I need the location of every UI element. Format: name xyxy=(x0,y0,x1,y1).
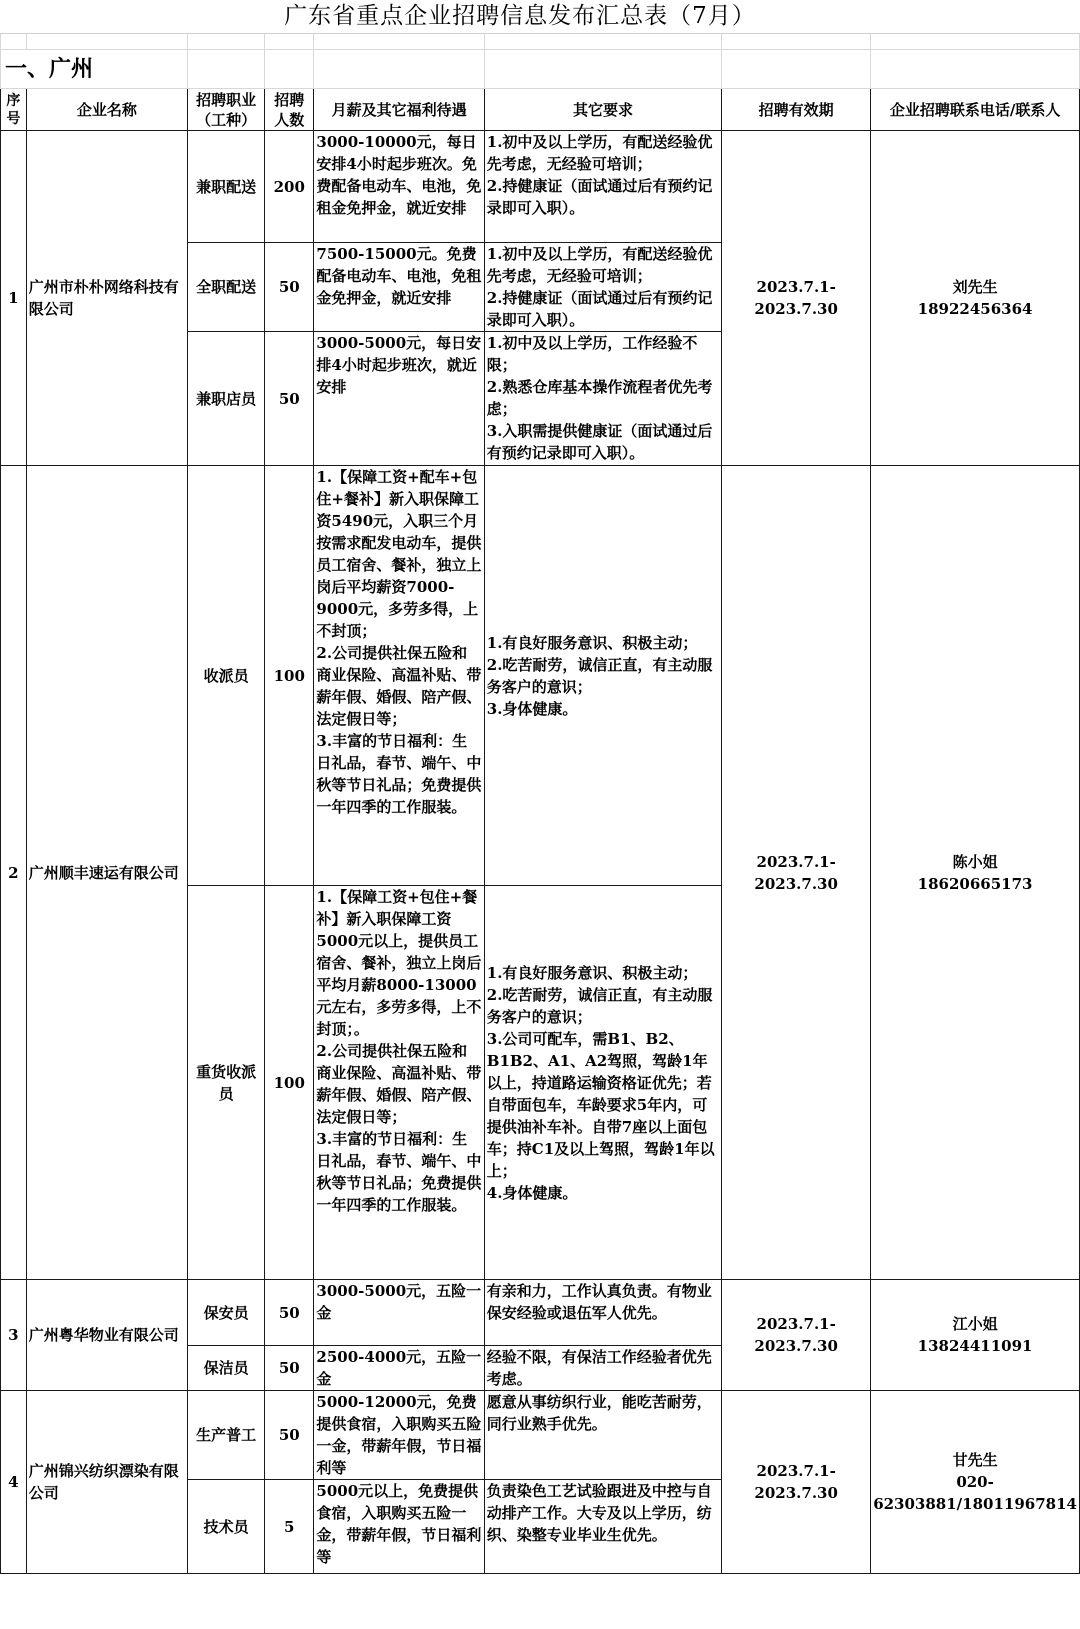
header-count: 招聘人数 xyxy=(265,89,314,131)
job-title: 兼职店员 xyxy=(188,332,265,466)
valid-period: 2023.7.1-2023.7.30 xyxy=(722,131,871,466)
valid-period: 2023.7.1-2023.7.30 xyxy=(722,1391,871,1574)
job-count: 100 xyxy=(265,886,314,1280)
job-count: 50 xyxy=(265,1346,314,1391)
company-name: 广州市朴朴网络科技有限公司 xyxy=(26,131,188,466)
contact-name: 陈小姐 xyxy=(952,852,998,871)
header-contact: 企业招聘联系电话/联系人 xyxy=(871,89,1080,131)
valid-period: 2023.7.1-2023.7.30 xyxy=(722,1280,871,1391)
header-valid: 招聘有效期 xyxy=(722,89,871,131)
job-title: 技术员 xyxy=(188,1480,265,1574)
job-requirements: 有亲和力，工作认真负责。有物业保安经验或退伍军人优先。 xyxy=(484,1280,721,1346)
job-count: 200 xyxy=(265,131,314,243)
contact-cell xyxy=(871,466,1080,1280)
header-job: 招聘职业（工种） xyxy=(188,89,265,131)
spacer-row xyxy=(1,34,1080,50)
contact-phone: 13824411091 xyxy=(917,1337,1033,1355)
contact-phone: 18620665173 xyxy=(917,874,1033,893)
table-row xyxy=(1,1391,1080,1480)
job-pay: 3000-10000元，每日安排4小时起步班次。免费配备电动车、电池，免租金免押金，就近安排 xyxy=(314,131,484,243)
job-count: 50 xyxy=(265,1280,314,1346)
job-requirements: 1.有良好服务意识、积极主动； 2.吃苦耐劳，诚信正直，有主动服务客户的意识； 3.身体健康。 xyxy=(484,466,721,886)
job-title: 保洁员 xyxy=(188,1346,265,1391)
job-requirements: 1.初中及以上学历，有配送经验优先考虑，无经验可培训； 2.持健康证（面试通过后有预约记录即可入职）。 xyxy=(484,243,721,332)
contact-cell xyxy=(871,1391,1080,1574)
job-count: 100 xyxy=(265,466,314,886)
job-requirements: 经验不限，有保洁工作经验者优先考虑。 xyxy=(484,1346,721,1391)
job-pay: 3000-5000元，每日安排4小时起步班次，就近安排 xyxy=(314,332,484,466)
header-row xyxy=(1,89,1080,131)
job-pay: 1.【保障工资+包住+餐补】新入职保障工资5000元以上，提供员工宿舍、餐补，独立上岗后平均月薪8000-13000元左右，多劳多得，上不封顶；。 2.公司提供社保五险和商业保险、高温补贴、带薪年假、婚假、陪产假、法定假日等； 3.丰富的节日福利：生日礼品，春节、端午、中秋等节日礼品；免费提供一年四季的工作服装。 xyxy=(314,886,484,1280)
job-title: 兼职配送 xyxy=(188,131,265,243)
job-title: 保安员 xyxy=(188,1280,265,1346)
company-seq: 1 xyxy=(1,131,27,466)
company-seq: 2 xyxy=(1,466,27,1280)
valid-period: 2023.7.1-2023.7.30 xyxy=(722,466,871,1280)
section-title: 一、广州 xyxy=(1,50,188,89)
recruitment-table xyxy=(0,33,1080,1574)
header-req: 其它要求 xyxy=(484,89,721,131)
company-seq: 3 xyxy=(1,1280,27,1391)
job-count: 50 xyxy=(265,243,314,332)
contact-phone: 020-62303881/18011967814 xyxy=(873,1473,1077,1513)
table-row xyxy=(1,131,1080,243)
page-title: 广东省重点企业招聘信息发布汇总表（7月） xyxy=(284,3,756,29)
contact-name: 甘先生 xyxy=(952,1451,998,1469)
contact-phone: 18922456364 xyxy=(917,300,1033,318)
company-name: 广州锦兴纺织漂染有限公司 xyxy=(26,1391,188,1574)
job-requirements: 1.初中及以上学历，工作经验不限； 2.熟悉仓库基本操作流程者优先考虑； 3.入职需提供健康证（面试通过后有预约记录即可入职）。 xyxy=(484,332,721,466)
company-seq: 4 xyxy=(1,1391,27,1574)
header-pay: 月薪及其它福利待遇 xyxy=(314,89,484,131)
company-name: 广州粤华物业有限公司 xyxy=(26,1280,188,1391)
table-row xyxy=(1,466,1080,886)
job-pay: 3000-5000元，五险一金 xyxy=(314,1280,484,1346)
job-pay: 1.【保障工资+配车+包住+餐补】新入职保障工资5490元，入职三个月按需求配发电动车，提供员工宿舍、餐补，独立上岗后平均薪资7000-9000元，多劳多得，上不封顶； 2.公司提供社保五险和商业保险、高温补贴、带薪年假、婚假、陪产假、法定假日等； 3.丰富的节日福利：生日礼品，春节、端午、中秋等节日礼品；免费提供一年四季的工作服装。 xyxy=(314,466,484,886)
job-pay: 7500-15000元。免费配备电动车、电池，免租金免押金，就近安排 xyxy=(314,243,484,332)
header-company: 企业名称 xyxy=(26,89,188,131)
job-requirements: 负责染色工艺试验跟进及中控与自动排产工作。大专及以上学历，纺织、染整专业毕业生优先。 xyxy=(484,1480,721,1574)
job-count: 5 xyxy=(265,1480,314,1574)
job-pay: 2500-4000元，五险一金 xyxy=(314,1346,484,1391)
section-row xyxy=(1,50,1080,89)
table-row xyxy=(1,1280,1080,1346)
contact-cell xyxy=(871,131,1080,466)
job-count: 50 xyxy=(265,1391,314,1480)
header-seq: 序号 xyxy=(1,89,27,131)
job-title: 收派员 xyxy=(188,466,265,886)
job-title: 重货收派员 xyxy=(188,886,265,1280)
job-pay: 5000元以上，免费提供食宿，入职购买五险一金，带薪年假，节日福利等 xyxy=(314,1480,484,1574)
contact-name: 刘先生 xyxy=(952,278,998,296)
job-title: 生产普工 xyxy=(188,1391,265,1480)
contact-cell xyxy=(871,1280,1080,1391)
company-name: 广州顺丰速运有限公司 xyxy=(26,466,188,1280)
contact-name: 江小姐 xyxy=(952,1315,998,1333)
job-requirements: 愿意从事纺织行业，能吃苦耐劳，同行业熟手优先。 xyxy=(484,1391,721,1480)
job-title: 全职配送 xyxy=(188,243,265,332)
job-requirements: 1.有良好服务意识、积极主动； 2.吃苦耐劳，诚信正直，有主动服务客户的意识； 3.公司可配车，需B1、B2、B1B2、A1、A2驾照，驾龄1年以上，持道路运输资格证优先；若自带面包车，车龄要求5年内，可提供油补车补。自带7座以上面包车；持C1及以上驾照，驾龄1年以上； 4.身体健康。 xyxy=(484,886,721,1280)
job-count: 50 xyxy=(265,332,314,466)
job-pay: 5000-12000元，免费提供食宿，入职购买五险一金，带薪年假，节日福利等 xyxy=(314,1391,484,1480)
job-requirements: 1.初中及以上学历，有配送经验优先考虑，无经验可培训； 2.持健康证（面试通过后有预约记录即可入职）。 xyxy=(484,131,721,243)
